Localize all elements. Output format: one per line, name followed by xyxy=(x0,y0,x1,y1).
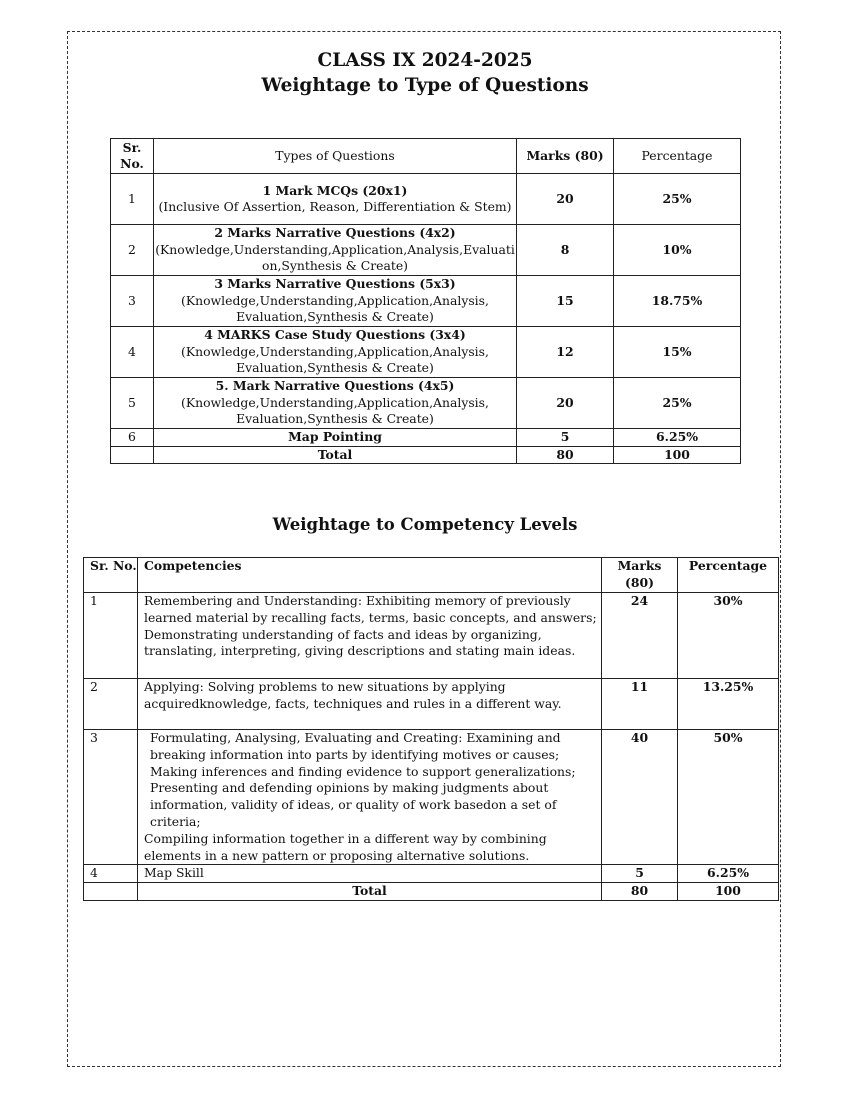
cell-percentage: 30% xyxy=(678,593,779,679)
table-row xyxy=(84,730,779,865)
question-name: 1 Mark MCQs (20x1) xyxy=(262,182,408,198)
competency-text-extra: Compiling information together in a different way by combining elements in a new pattern or proposing alternative solutions. xyxy=(144,830,547,863)
cell-sr: 2 xyxy=(84,679,138,730)
competency-weightage-table xyxy=(83,557,779,901)
question-desc: (Knowledge,Understanding,Application,Analysis, Evaluation,Synthesis & Create) xyxy=(181,394,489,427)
cell-sr: 5 xyxy=(111,378,154,429)
cell-percentage: 6.25% xyxy=(614,429,741,447)
table-row xyxy=(84,593,779,679)
cell-sr: 3 xyxy=(84,730,138,865)
question-name: 4 MARKS Case Study Questions (3x4) xyxy=(204,327,466,343)
total-percentage: 100 xyxy=(614,446,741,464)
cell-marks: 20 xyxy=(517,378,614,429)
header-sr: Sr. No. xyxy=(84,558,138,593)
question-desc: (Knowledge,Understanding,Application,Analysis,Evaluation,Synthesis & Create) xyxy=(155,241,515,274)
table-row xyxy=(111,225,741,276)
header-type: Types of Questions xyxy=(154,139,517,174)
cell-marks: 8 xyxy=(517,225,614,276)
cell-percentage: 13.25% xyxy=(678,679,779,730)
cell-sr: 4 xyxy=(84,865,138,883)
total-row xyxy=(111,446,741,464)
cell-empty xyxy=(111,446,154,464)
table-header-row xyxy=(111,139,741,174)
cell-sr: 1 xyxy=(84,593,138,679)
cell-marks: 40 xyxy=(602,730,678,865)
cell-sr: 6 xyxy=(111,429,154,447)
cell-percentage: 6.25% xyxy=(678,865,779,883)
question-desc: (Inclusive Of Assertion, Reason, Differentiation & Stem) xyxy=(158,199,512,214)
cell-marks: 15 xyxy=(517,276,614,327)
section-title-competency: Weightage to Competency Levels xyxy=(272,515,578,534)
cell-percentage: 25% xyxy=(614,174,741,225)
table-row xyxy=(111,378,741,429)
cell-type xyxy=(154,174,517,225)
cell-marks: 5 xyxy=(602,865,678,883)
cell-type xyxy=(154,327,517,378)
question-weightage-table xyxy=(110,138,741,464)
header-competencies: Competencies xyxy=(138,558,602,593)
cell-type xyxy=(154,378,517,429)
cell-type xyxy=(154,276,517,327)
table-row xyxy=(111,174,741,225)
cell-percentage: 50% xyxy=(678,730,779,865)
cell-competency: Remembering and Understanding: Exhibiting memory of previously learned material by recalling facts, terms, basic concepts, and answers; Demonstrating understanding of facts and ideas by organizing, translating, interpreting, giving descriptions and stating main ideas. xyxy=(138,593,602,679)
cell-percentage: 18.75% xyxy=(614,276,741,327)
cell-marks: 24 xyxy=(602,593,678,679)
table-row xyxy=(84,679,779,730)
total-label: Total xyxy=(154,446,517,464)
section-title-question-types: Weightage to Type of Questions xyxy=(261,75,589,96)
header-marks: Marks (80) xyxy=(602,558,678,593)
cell-marks: 5 xyxy=(517,429,614,447)
cell-competency: Applying: Solving problems to new situations by applying acquiredknowledge, facts, techniques and rules in a different way. xyxy=(138,679,602,730)
header-sr: Sr. No. xyxy=(111,139,154,174)
question-desc: (Knowledge,Understanding,Application,Analysis, Evaluation,Synthesis & Create) xyxy=(181,292,489,325)
question-name: 3 Marks Narrative Questions (5x3) xyxy=(214,276,456,292)
competency-text: Formulating, Analysing, Evaluating and Creating: Examining and breaking information into parts by identifying motives or causes; Making inferences and finding evidence to support generalizations; Presenting and defending opinions by making judgments about information, validity of ideas, or quality of work basedon a set of criteria; xyxy=(150,730,576,829)
cell-marks: 12 xyxy=(517,327,614,378)
cell-sr: 3 xyxy=(111,276,154,327)
page-title: CLASS IX 2024-2025 xyxy=(317,50,533,71)
cell-sr: 2 xyxy=(111,225,154,276)
cell-percentage: 10% xyxy=(614,225,741,276)
cell-marks: 11 xyxy=(602,679,678,730)
total-label: Total xyxy=(138,883,602,901)
total-marks: 80 xyxy=(602,883,678,901)
cell-percentage: 25% xyxy=(614,378,741,429)
cell-sr: 4 xyxy=(111,327,154,378)
cell-sr: 1 xyxy=(111,174,154,225)
cell-type xyxy=(154,225,517,276)
cell-competency xyxy=(138,730,602,865)
question-desc: (Knowledge,Understanding,Application,Analysis, Evaluation,Synthesis & Create) xyxy=(181,343,489,376)
cell-competency: Map Skill xyxy=(138,865,602,883)
total-row xyxy=(84,883,779,901)
header-percentage: Percentage xyxy=(614,139,741,174)
question-name: 5. Mark Narrative Questions (4x5) xyxy=(215,378,455,394)
header-percentage: Percentage xyxy=(678,558,779,593)
header-marks: Marks (80) xyxy=(517,139,614,174)
cell-type: Map Pointing xyxy=(154,429,517,447)
total-percentage: 100 xyxy=(678,883,779,901)
table-row xyxy=(111,327,741,378)
cell-empty xyxy=(84,883,138,901)
table-row xyxy=(111,429,741,447)
question-name: 2 Marks Narrative Questions (4x2) xyxy=(214,225,456,241)
cell-percentage: 15% xyxy=(614,327,741,378)
table-row xyxy=(111,276,741,327)
total-marks: 80 xyxy=(517,446,614,464)
table-row xyxy=(84,865,779,883)
cell-marks: 20 xyxy=(517,174,614,225)
table-header-row xyxy=(84,558,779,593)
